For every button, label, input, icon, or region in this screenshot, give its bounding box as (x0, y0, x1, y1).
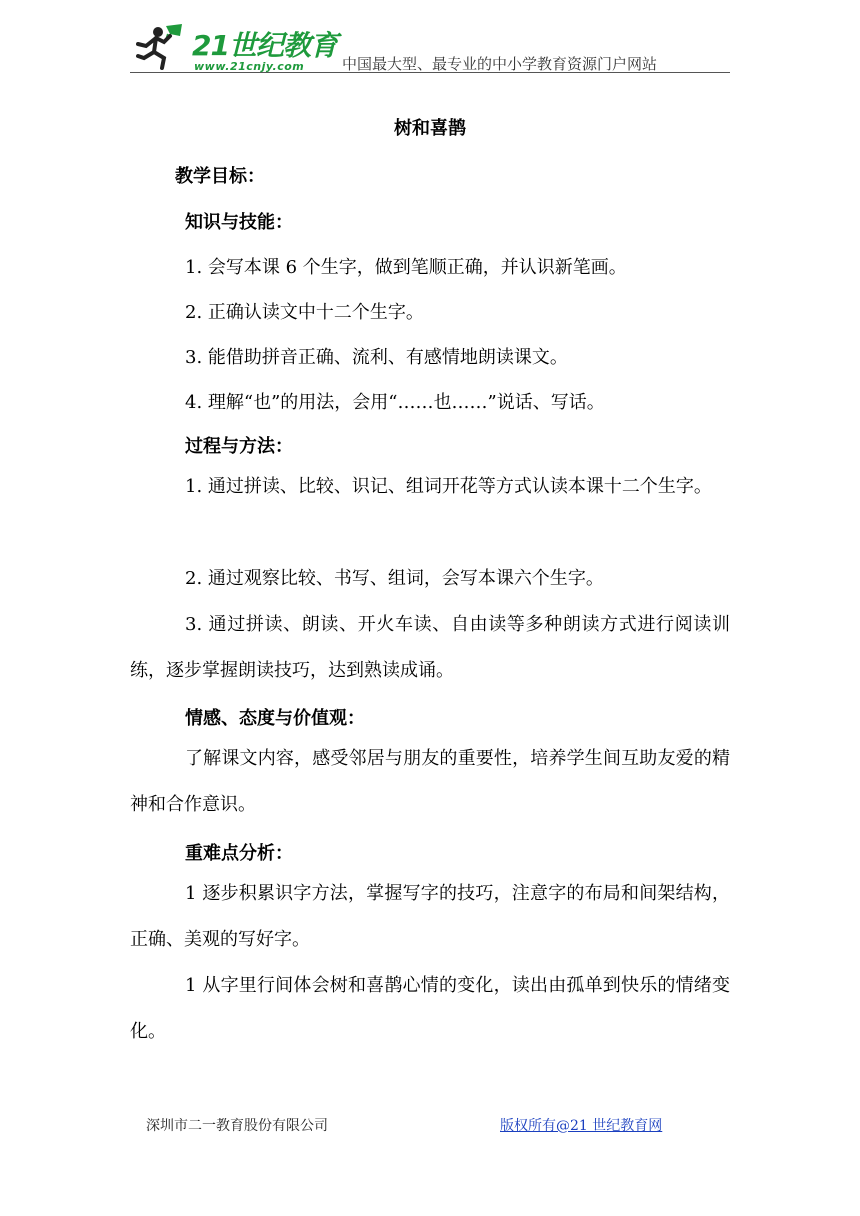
knowledge-heading: 知识与技能： (185, 212, 293, 233)
running-figure-logo-icon (136, 22, 188, 70)
emotion-paragraph: 了解课文内容，感受邻居与朋友的重要性，培养学生间互助友爱的精神和合作意识。 (130, 748, 730, 815)
site-tagline: 中国最大型、最专业的中小学教育资源门户网站 (342, 55, 658, 73)
key-points-heading: 重难点分析： (185, 843, 293, 864)
footer-copyright-link[interactable]: 版权所有@21 世纪教育网 (500, 1118, 663, 1134)
page-title: 树和喜鹊 (394, 118, 466, 139)
process-heading: 过程与方法： (185, 436, 293, 457)
list-item: 3. 能借助拼音正确、流利、有感情地朗读课文。 (185, 347, 568, 368)
header-divider (130, 72, 730, 73)
list-item: 2. 通过观察比较、书写、组词，会写本课六个生字。 (185, 568, 604, 589)
page-header (130, 22, 730, 76)
list-item: 4. 理解“也”的用法，会用“……也……”说话、写话。 (185, 392, 605, 413)
goals-heading: 教学目标： (175, 166, 265, 187)
emotion-heading: 情感、态度与价值观： (185, 708, 365, 729)
list-item: 1. 通过拼读、比较、识记、组词开花等方式认读本课十二个生字。 (185, 476, 712, 497)
footer-company: 深圳市二一教育股份有限公司 (146, 1118, 328, 1134)
list-item: 1. 会写本课 6 个生字，做到笔顺正确，并认识新笔画。 (185, 257, 627, 278)
logo-wordmark: 21世纪教育 (192, 29, 337, 62)
list-item: 2. 正确认读文中十二个生字。 (185, 302, 424, 323)
list-item: 3. 通过拼读、朗读、开火车读、自由读等多种朗读方式进行阅读训练，逐步掌握朗读技巧，达到熟读成诵。 (130, 614, 730, 681)
list-item: 1 从字里行间体会树和喜鹊心情的变化，读出由孤单到快乐的情绪变化。 (130, 975, 730, 1042)
logo-url: www.21cnjy.com (194, 60, 305, 73)
list-item: 1 逐步积累识字方法，掌握写字的技巧，注意字的布局和间架结构，正确、美观的写好字。 (130, 883, 730, 950)
